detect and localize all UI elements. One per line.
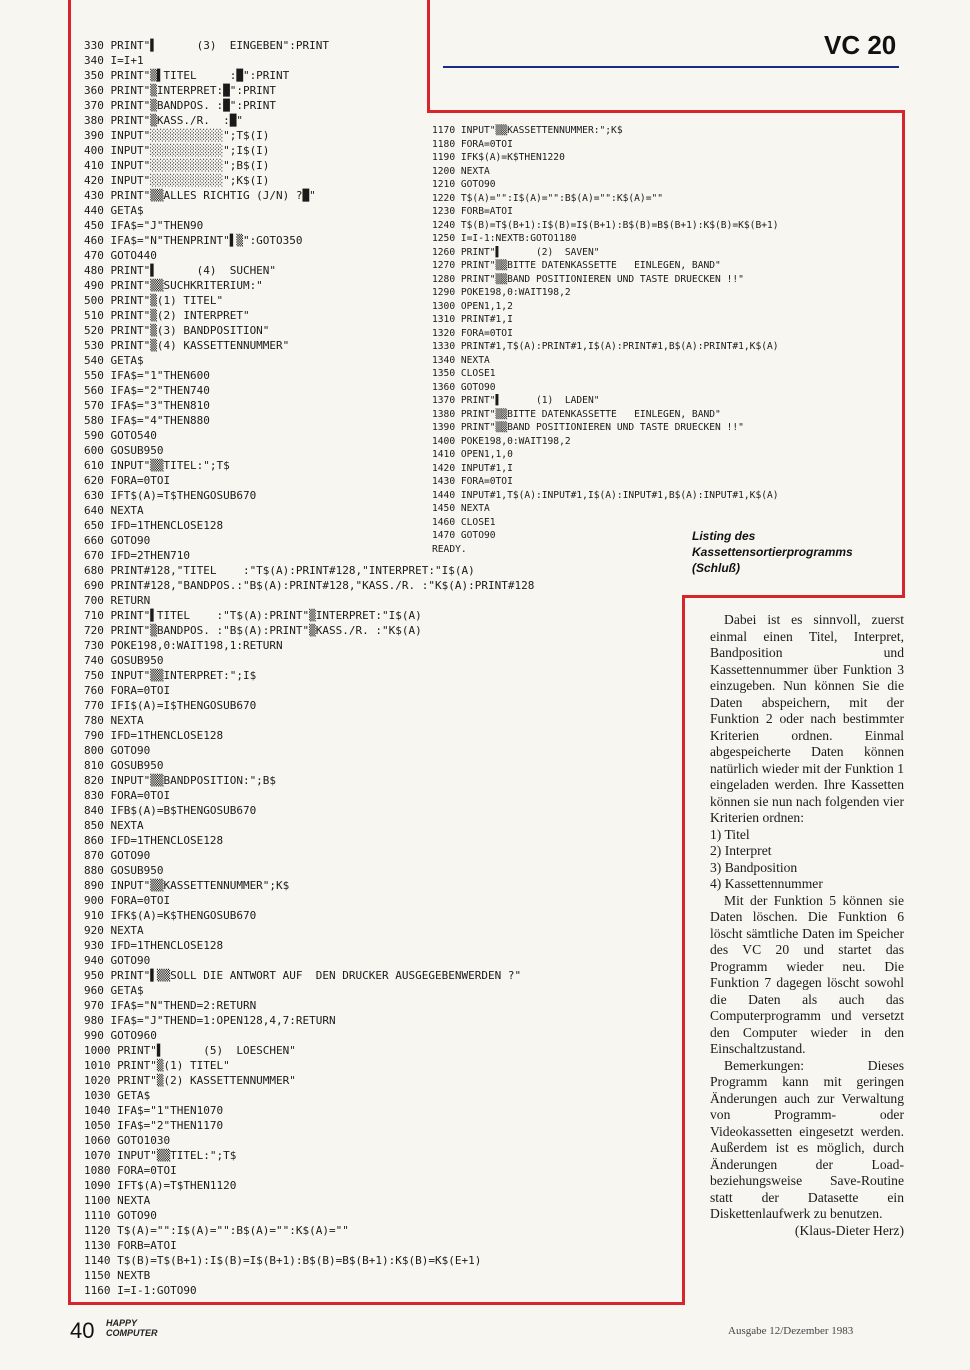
section-header: VC 20 bbox=[824, 30, 897, 60]
code-line: 1290 POKE198,0:WAIT198,2 bbox=[432, 287, 571, 298]
code-line: 460 IFA$="N"THENPRINT"▌▒":GOTO350 bbox=[84, 234, 303, 247]
code-line: 1010 PRINT"▒(1) TITEL" bbox=[84, 1059, 230, 1072]
code-line: 640 NEXTA bbox=[84, 504, 144, 517]
code-line: 830 FORA=0TOI bbox=[84, 789, 171, 802]
code-line: 1190 IFK$(A)=K$THEN1220 bbox=[432, 152, 565, 163]
code-line: 1060 GOTO1030 bbox=[84, 1134, 171, 1147]
code-line: 1070 INPUT"▒▒TITEL:";T$ bbox=[84, 1149, 237, 1162]
code-line: 740 GOSUB950 bbox=[84, 654, 164, 667]
code-line: 1430 FORA=0TOI bbox=[432, 476, 513, 487]
code-line: 1300 OPEN1,1,2 bbox=[432, 300, 513, 312]
code-line: 860 IFD=1THENCLOSE128 bbox=[84, 834, 224, 847]
code-line: 1040 IFA$="1"THEN1070 bbox=[84, 1104, 224, 1117]
issue-line: Ausgabe 12/Dezember 1983 bbox=[728, 1325, 854, 1337]
red-frame-left bbox=[68, 0, 71, 1305]
code-line: 1440 INPUT#1,T$(A):INPUT#1,I$(A):INPUT#1,B$(A):INPUT#1,K$(A) bbox=[432, 489, 779, 501]
code-line: 850 NEXTA bbox=[84, 819, 144, 832]
code-line: 1420 INPUT#1,I bbox=[432, 462, 513, 474]
code-line: 720 PRINT"▒BANDPOS. :"B$(A):PRINT"▒KASS./R. :"K$(A) bbox=[84, 624, 422, 637]
page-number: 40 bbox=[70, 1318, 95, 1343]
code-line: 670 IFD=2THEN710 bbox=[84, 549, 190, 562]
code-line: 1130 FORB=ATOI bbox=[84, 1239, 177, 1252]
code-line: 1210 GOTO90 bbox=[432, 179, 496, 190]
code-line: 1220 T$(A)="":I$(A)="":B$(A)="":K$(A)="" bbox=[432, 192, 664, 204]
list-item: 1) Titel bbox=[710, 826, 750, 842]
code-line: 470 GOTO440 bbox=[84, 249, 157, 262]
listing-caption: Listing des Kassettensortierprogramms (Schluß) bbox=[692, 529, 853, 575]
code-line: 1350 CLOSE1 bbox=[432, 368, 496, 379]
code-line: 380 PRINT"▒KASS./R. :█" bbox=[84, 114, 243, 127]
code-line: 1320 FORA=0TOI bbox=[432, 327, 513, 339]
code-line: 1180 FORA=0TOI bbox=[432, 138, 513, 150]
article-text bbox=[710, 612, 904, 1239]
code-line: 350 PRINT"▒▌TITEL :█":PRINT bbox=[84, 69, 290, 82]
code-line: 510 PRINT"▒(2) INTERPRET" bbox=[84, 309, 250, 322]
code-line: 750 INPUT"▒▒INTERPRET:";I$ bbox=[84, 669, 257, 682]
code-line: 930 IFD=1THENCLOSE128 bbox=[84, 939, 224, 952]
code-line: 420 INPUT"░░░░░░░░░░░";K$(I) bbox=[84, 174, 270, 187]
list-item: 2) Interpret bbox=[710, 843, 772, 858]
code-line: 1090 IFT$(A)=T$THEN1120 bbox=[84, 1179, 237, 1192]
code-line: 990 GOTO960 bbox=[84, 1029, 157, 1042]
code-line: 780 NEXTA bbox=[84, 714, 144, 727]
code-line: 650 IFD=1THENCLOSE128 bbox=[84, 519, 224, 532]
code-line: 1390 PRINT"▒▒BAND POSITIONIEREN UND TASTE DRUECKEN !!" bbox=[432, 422, 744, 433]
code-line: 410 INPUT"░░░░░░░░░░░";B$(I) bbox=[84, 159, 270, 172]
code-line: READY. bbox=[432, 543, 467, 555]
code-line: 540 GETA$ bbox=[84, 354, 144, 367]
code-line: 880 GOSUB950 bbox=[84, 864, 164, 877]
code-line: 1200 NEXTA bbox=[432, 165, 490, 177]
code-line: 810 GOSUB950 bbox=[84, 759, 164, 772]
code-line: 520 PRINT"▒(3) BANDPOSITION" bbox=[84, 324, 270, 337]
code-line: 570 IFA$="3"THEN810 bbox=[84, 399, 210, 412]
code-line: 600 GOSUB950 bbox=[84, 444, 164, 457]
code-line: 1330 PRINT#1,T$(A):PRINT#1,I$(A):PRINT#1,B$(A):PRINT#1,K$(A) bbox=[432, 341, 779, 352]
code-line: 690 PRINT#128,"BANDPOS.:"B$(A):PRINT#128,"KASS./R. :"K$(A):PRINT#128 bbox=[84, 579, 535, 592]
code-line: 340 I=I+1 bbox=[84, 54, 144, 67]
code-line: 760 FORA=0TOI bbox=[84, 684, 171, 697]
code-line: 730 POKE198,0:WAIT198,1:RETURN bbox=[84, 639, 283, 652]
code-line: 1140 T$(B)=T$(B+1):I$(B)=I$(B+1):B$(B)=B$(B+1):K$(B)=K$(E+1) bbox=[84, 1254, 482, 1267]
code-line: 1360 GOTO90 bbox=[432, 381, 496, 393]
code-line: 820 INPUT"▒▒BANDPOSITION:";B$ bbox=[84, 774, 277, 787]
code-line: 390 INPUT"░░░░░░░░░░░";T$(I) bbox=[84, 129, 270, 142]
code-line: 490 PRINT"▒▒SUCHKRITERIUM:" bbox=[84, 279, 263, 292]
code-line: 790 IFD=1THENCLOSE128 bbox=[84, 729, 224, 742]
code-line: 550 IFA$="1"THEN600 bbox=[84, 369, 210, 382]
code-line: 900 FORA=0TOI bbox=[84, 894, 171, 907]
code-line: 630 IFT$(A)=T$THENGOSUB670 bbox=[84, 489, 257, 502]
code-line: 430 PRINT"▒▒ALLES RICHTIG (J/N) ?█" bbox=[84, 189, 316, 202]
code-line: 500 PRINT"▒(1) TITEL" bbox=[84, 294, 224, 307]
code-line: 710 PRINT"▌TITEL :"T$(A):PRINT"▒INTERPRET:"I$(A) bbox=[84, 609, 422, 622]
code-line: 1000 PRINT"▌ (5) LOESCHEN" bbox=[84, 1044, 296, 1057]
article-paragraph: Mit der Funktion 5 können sie Daten löschen. Die Funktion 6 löscht sämtliche Daten im Speicher des VC 20 und startet das Programm wieder neu. Die Funktion 7 dagegen löscht sowohl die Daten als auch das Computerprogramm und versetzt den Computer wieder in den Einschaltzustand. bbox=[710, 892, 904, 1056]
code-line: 980 IFA$="J"THEND=1:OPEN128,4,7:RETURN bbox=[84, 1014, 336, 1027]
code-line: 580 IFA$="4"THEN880 bbox=[84, 414, 210, 427]
code-line: 1310 PRINT#1,I bbox=[432, 314, 513, 325]
code-line: 1260 PRINT"▌ (2) SAVEN" bbox=[432, 246, 600, 258]
magazine-logo bbox=[106, 1318, 158, 1338]
code-line: 940 GOTO90 bbox=[84, 954, 151, 967]
code-line: 1240 T$(B)=T$(B+1):I$(B)=I$(B+1):B$(B)=B$(B+1):K$(B)=K$(B+1) bbox=[432, 219, 779, 231]
code-line: 530 PRINT"▒(4) KASSETTENNUMMER" bbox=[84, 339, 290, 352]
code-line: 770 IFI$(A)=I$THENGOSUB670 bbox=[84, 699, 257, 712]
code-line: 330 PRINT"▌ (3) EINGEBEN":PRINT bbox=[84, 39, 330, 52]
code-line: 800 GOTO90 bbox=[84, 744, 151, 757]
logo-line: HAPPY bbox=[106, 1318, 138, 1328]
code-line: 1080 FORA=0TOI bbox=[84, 1164, 177, 1177]
code-line: 680 PRINT#128,"TITEL :"T$(A):PRINT#128,"INTERPRET:"I$(A) bbox=[84, 564, 475, 577]
code-line: 1270 PRINT"▒▒BITTE DATENKASSETTE EINLEGEN, BAND" bbox=[432, 260, 721, 271]
code-line: 560 IFA$="2"THEN740 bbox=[84, 384, 210, 397]
code-line: 1460 CLOSE1 bbox=[432, 516, 496, 528]
code-line: 840 IFB$(A)=B$THENGOSUB670 bbox=[84, 804, 257, 817]
logo-line: COMPUTER bbox=[106, 1328, 158, 1338]
code-line: 870 GOTO90 bbox=[84, 849, 151, 862]
code-line: 1170 INPUT"▒▒KASSETTENNUMMER:";K$ bbox=[432, 125, 623, 136]
code-line: 1250 I=I-1:NEXTB:GOTO1180 bbox=[432, 233, 577, 244]
code-line: 890 INPUT"▒▒KASSETTENNUMMER";K$ bbox=[84, 879, 290, 892]
code-line: 1100 NEXTA bbox=[84, 1194, 151, 1207]
criteria-list bbox=[710, 827, 904, 893]
code-line: 960 GETA$ bbox=[84, 984, 144, 997]
code-line: 610 INPUT"▒▒TITEL:";T$ bbox=[84, 459, 230, 472]
code-line: 1110 GOTO90 bbox=[84, 1209, 157, 1222]
code-line: 660 GOTO90 bbox=[84, 534, 151, 547]
code-line: 400 INPUT"░░░░░░░░░░░";I$(I) bbox=[84, 144, 270, 157]
article-paragraph: Dabei ist es sinnvoll, zuerst einmal einen Titel, Interpret, Bandposition und Kassettennummer über Funktion 3 einzugeben. Nun können Sie die Daten abspeichern, mit der Funktion 2 oder nach bestimmter Kriterien ordnen. Einmal abgespeicherte Daten können natürlich wieder mit der Funktion 1 eingeladen werden. Ihre Kassetten können sie nun nach folgenden vier Kriterien ordnen: bbox=[710, 612, 904, 825]
code-line: 1150 NEXTB bbox=[84, 1269, 151, 1282]
code-line: 1470 GOTO90 bbox=[432, 530, 496, 541]
list-item: 3) Bandposition bbox=[710, 859, 798, 875]
red-frame-right-lower bbox=[682, 598, 685, 1305]
code-line: 1450 NEXTA bbox=[432, 503, 490, 514]
red-frame-right-upper bbox=[902, 110, 905, 598]
author-signature: (Klaus-Dieter Herz) bbox=[794, 1222, 904, 1238]
code-line: 370 PRINT"▒BANDPOS. :█":PRINT bbox=[84, 99, 277, 112]
article-paragraph: Bemerkungen: Dieses Programm kann mit geringen Änderungen auch zur Verwaltung von Programm- oder Videokassetten eingesetzt werden. Außerdem ist es möglich, durch Änderungen der Load- beziehungsweise Save-Routine statt der Datasette ein Diskettenlaufwerk zu benutzen. bbox=[710, 1057, 904, 1221]
code-line: 1230 FORB=ATOI bbox=[432, 206, 513, 217]
red-frame-step bbox=[682, 595, 904, 598]
code-line: 700 RETURN bbox=[84, 594, 151, 607]
code-line: 910 IFK$(A)=K$THENGOSUB670 bbox=[84, 909, 257, 922]
code-line: 1380 PRINT"▒▒BITTE DATENKASSETTE EINLEGEN, BAND" bbox=[432, 408, 721, 420]
code-line: 620 FORA=0TOI bbox=[84, 474, 171, 487]
code-line: 1160 I=I-1:GOTO90 bbox=[84, 1284, 197, 1297]
list-item: 4) Kassettennummer bbox=[710, 876, 823, 891]
code-line: 920 NEXTA bbox=[84, 924, 144, 937]
code-line: 950 PRINT"▌▒▒SOLL DIE ANTWORT AUF DEN DRUCKER AUSGEGEBENWERDEN ?" bbox=[84, 969, 522, 982]
code-line: 360 PRINT"▒INTERPRET:█":PRINT bbox=[84, 84, 277, 97]
code-line: 450 IFA$="J"THEN90 bbox=[84, 219, 204, 232]
code-line: 1280 PRINT"▒▒BAND POSITIONIEREN UND TASTE DRUECKEN !!" bbox=[432, 273, 744, 285]
code-line: 1020 PRINT"▒(2) KASSETTENNUMMER" bbox=[84, 1074, 296, 1087]
code-line: 970 IFA$="N"THEND=2:RETURN bbox=[84, 999, 257, 1012]
code-line: 440 GETA$ bbox=[84, 204, 144, 217]
code-line: 1050 IFA$="2"THEN1170 bbox=[84, 1119, 224, 1132]
code-line: 480 PRINT"▌ (4) SUCHEN" bbox=[84, 264, 277, 277]
code-line: 1120 T$(A)="":I$(A)="":B$(A)="":K$(A)="" bbox=[84, 1224, 349, 1237]
listing-right-column bbox=[432, 124, 779, 556]
code-line: 1030 GETA$ bbox=[84, 1089, 151, 1102]
code-line: 1400 POKE198,0:WAIT198,2 bbox=[432, 435, 571, 447]
code-line: 590 GOTO540 bbox=[84, 429, 157, 442]
code-line: 1410 OPEN1,1,0 bbox=[432, 449, 513, 460]
code-line: 1370 PRINT"▌ (1) LADEN" bbox=[432, 395, 600, 406]
red-frame-bottom bbox=[68, 1302, 685, 1305]
code-line: 1340 NEXTA bbox=[432, 354, 490, 366]
